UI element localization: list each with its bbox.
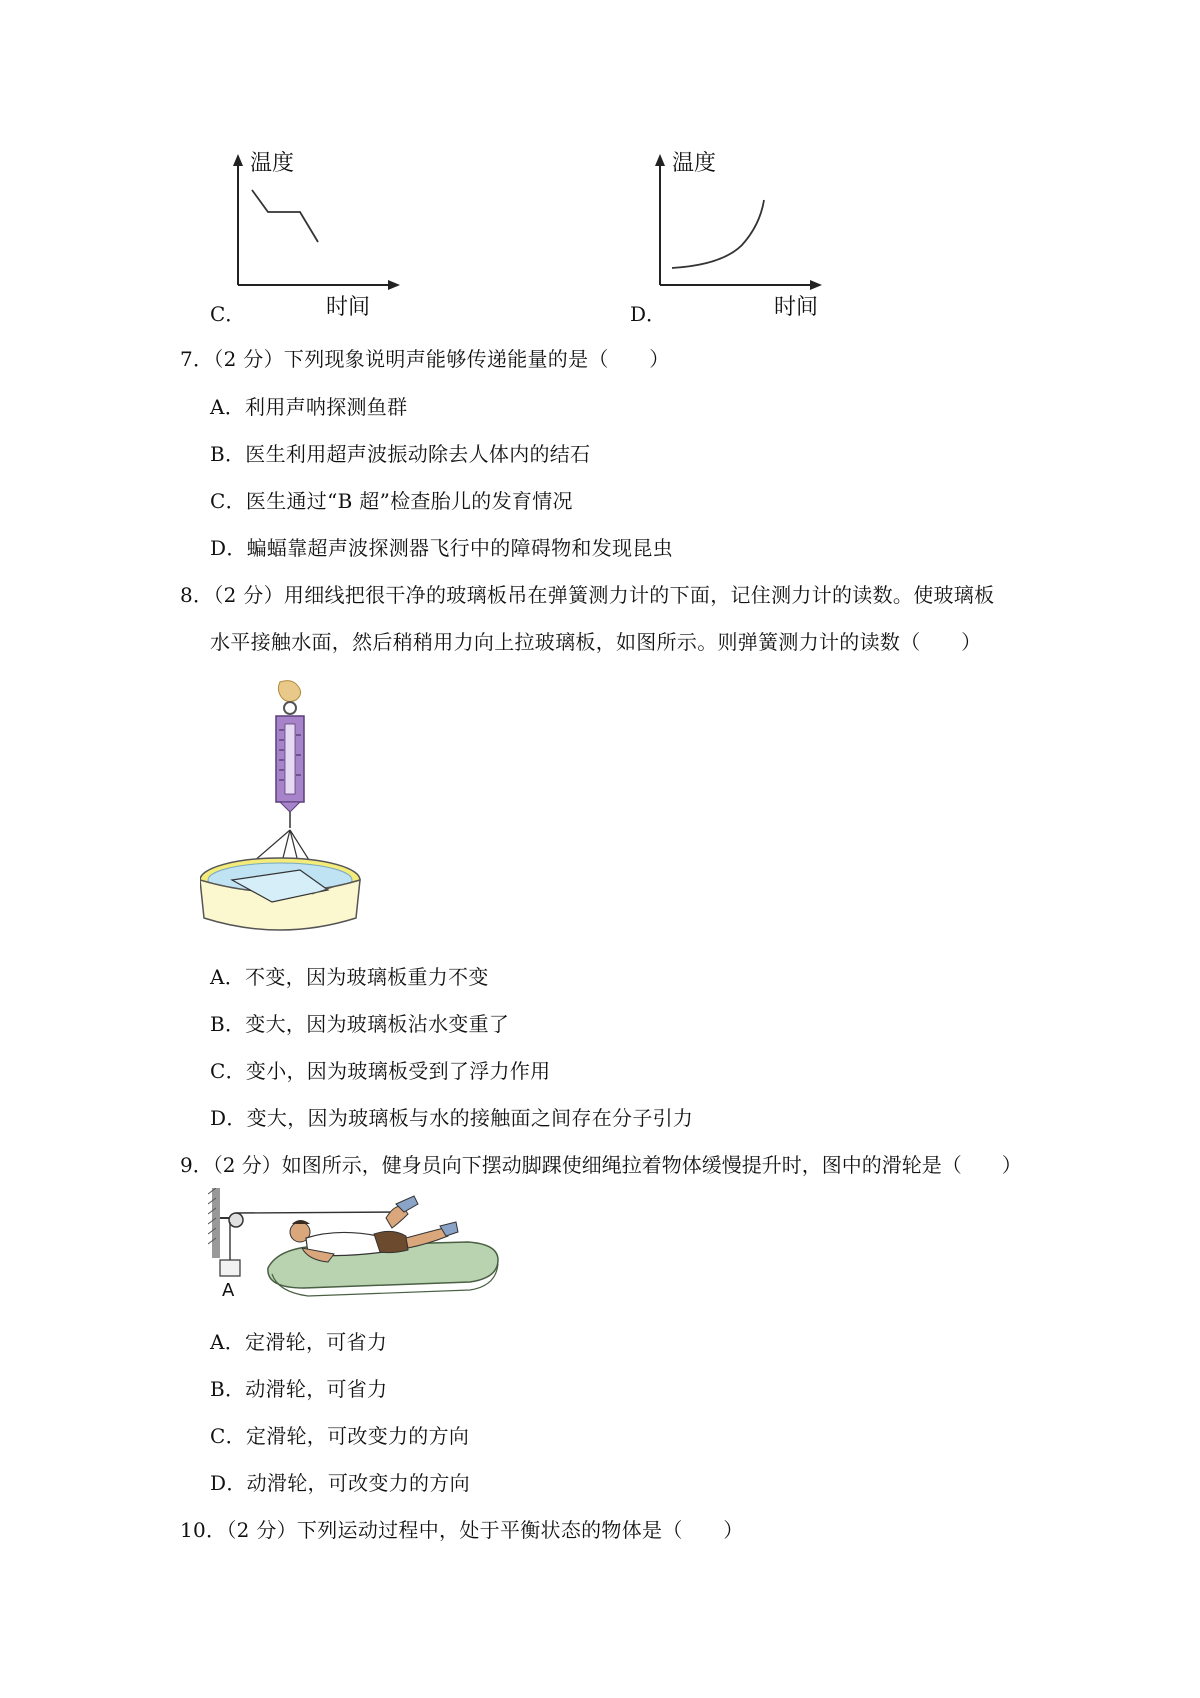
- pulley-figure-label: A: [222, 1280, 235, 1301]
- question-8-stem-line2: 水平接触水面，然后稍稍用力向上拉玻璃板，如图所示。则弹簧测力计的读数（ ）: [210, 630, 982, 654]
- graph-c-curve: [252, 190, 318, 242]
- spring-scale-figure: [200, 680, 400, 940]
- question-7-stem: 7．（2 分）下列现象说明声能够传递能量的是（ ）: [180, 347, 670, 371]
- question-9-stem: 9．（2 分）如图所示，健身员向下摆动脚踝使细绳拉着物体缓慢提升时，图中的滑轮是（ ）: [180, 1153, 1022, 1177]
- graph-c-letter: C．: [210, 302, 246, 326]
- question-9-option-a[interactable]: A．定滑轮，可省力: [210, 1330, 388, 1354]
- question-7-option-d[interactable]: D．蝙蝠靠超声波探测器飞行中的障碍物和发现昆虫: [210, 536, 673, 560]
- question-8-option-a[interactable]: A．不变，因为玻璃板重力不变: [210, 965, 489, 989]
- question-8-option-c[interactable]: C．变小，因为玻璃板受到了浮力作用: [210, 1059, 551, 1083]
- graph-d-xlabel: 时间: [774, 295, 819, 320]
- pulley-figure: [208, 1188, 508, 1304]
- graph-c: [190, 150, 420, 326]
- graph-d-ylabel: 温度: [672, 151, 717, 176]
- pulley-wheel: [229, 1213, 243, 1227]
- graph-d: [612, 150, 842, 326]
- graph-c-xlabel: 时间: [326, 295, 371, 320]
- graph-c-ylabel: 温度: [250, 151, 295, 176]
- weight-block: [220, 1260, 240, 1276]
- hand-shape: [278, 681, 300, 702]
- graph-d-letter: D．: [630, 302, 667, 326]
- question-8-option-b[interactable]: B．变大，因为玻璃板沾水变重了: [210, 1012, 510, 1036]
- question-8-stem-line1: 8．（2 分）用细线把很干净的玻璃板吊在弹簧测力计的下面，记住测力计的读数。使玻璃板: [180, 583, 995, 607]
- question-9-option-d[interactable]: D．动滑轮，可改变力的方向: [210, 1471, 470, 1495]
- question-7-option-a[interactable]: A．利用声呐探测鱼群: [210, 395, 408, 419]
- question-9-option-c[interactable]: C．定滑轮，可改变力的方向: [210, 1424, 470, 1448]
- graph-c-plot: [190, 150, 420, 320]
- question-7-option-c[interactable]: C．医生通过“B 超”检查胎儿的发育情况: [210, 489, 573, 513]
- question-9-option-b[interactable]: B．动滑轮，可省力: [210, 1377, 388, 1401]
- question-10-stem: 10．（2 分）下列运动过程中，处于平衡状态的物体是（ ）: [180, 1518, 744, 1542]
- question-7-option-b[interactable]: B．医生利用超声波振动除去人体内的结石: [210, 442, 591, 466]
- graph-d-curve: [672, 200, 764, 268]
- question-8-option-d[interactable]: D．变大，因为玻璃板与水的接触面之间存在分子引力: [210, 1106, 694, 1130]
